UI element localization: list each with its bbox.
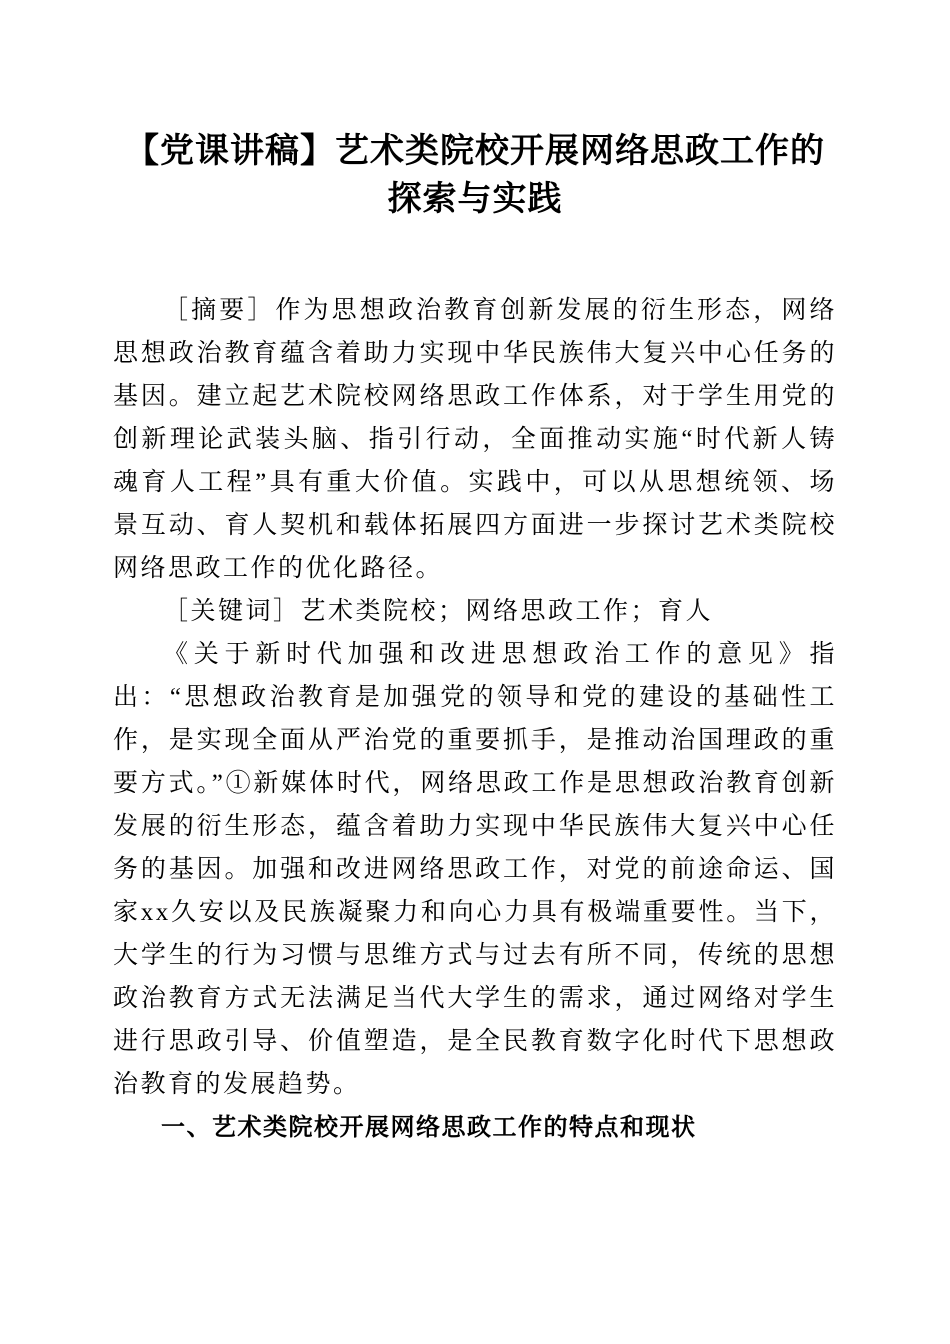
document-body <box>113 289 837 1149</box>
paragraph-keywords: ［关键词］艺术类院校；网络思政工作；育人 <box>163 597 714 625</box>
section-heading-1: 一、艺术类院校开展网络思政工作的特点和现状 <box>161 1113 697 1141</box>
document-title-line-1: 【党课讲稿】艺术类院校开展网络思政工作的 <box>125 133 825 170</box>
document-title-line-2: 探索与实践 <box>387 181 563 219</box>
paragraph-abstract: ［摘要］作为思想政治教育创新发展的衍生形态，网络思想政治教育蕴含着助力实现中华民族伟大复兴中心任务的基因。建立起艺术院校网络思政工作体系，对于学生用党的创新理论武装头脑、指引行动，全面推动实施“时代新人铸魂育人工程”具有重大价值。实践中，可以从思想统领、场景互动、育人契机和载体拓展四方面进一步探讨艺术类院校网络思政工作的优化路径。 <box>113 296 837 582</box>
document-title <box>113 128 837 225</box>
paragraph-introduction: 《关于新时代加强和改进思想政治工作的意见》指出：“思想政治教育是加强党的领导和党的建设的基础性工作，是实现全面从严治党的重要抓手，是推动治国理政的重要方式。”①新媒体时代，网络思政工作是思想政治教育创新发展的衍生形态，蕴含着助力实现中华民族伟大复兴中心任务的基因。加强和改进网络思政工作，对党的前途命运、国家xx久安以及民族凝聚力和向心力具有极端重要性。当下，大学生的行为习惯与思维方式与过去有所不同，传统的思想政治教育方式无法满足当代大学生的需求，通过网络对学生进行思政引导、价值塑造，是全民教育数字化时代下思想政治教育的发展趋势。 <box>113 640 837 1098</box>
